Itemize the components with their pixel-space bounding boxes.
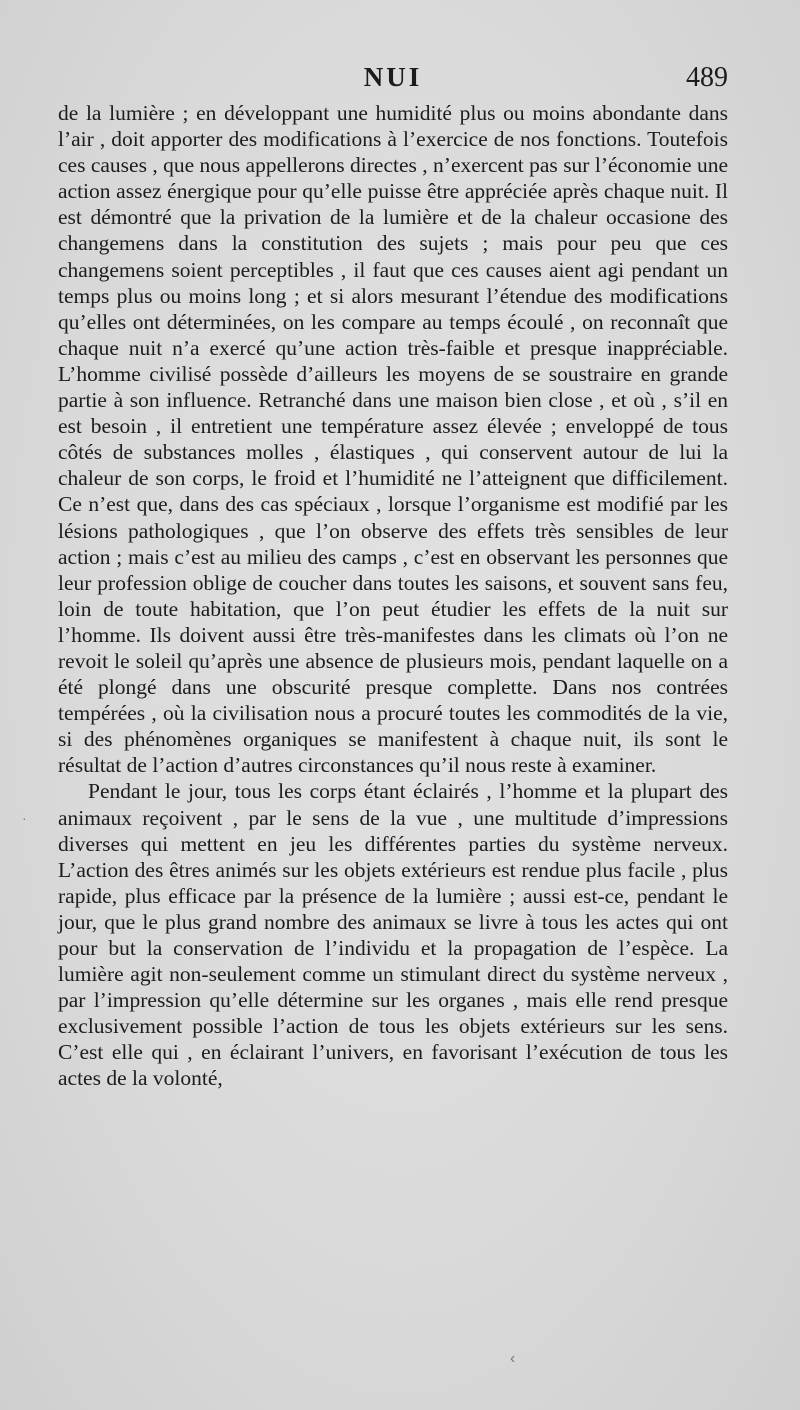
- page-number: 489: [686, 62, 728, 93]
- body-text: [58, 100, 728, 1092]
- paper-speck: ‹: [510, 1350, 516, 1367]
- page-header: [58, 62, 728, 98]
- paragraph-1: de la lumière ; en développant une humidité plus ou moins abondante dans l’air , doit apporter des modifications à l’exercice de nos fonctions. Toutefois ces causes , que nous appellerons directes , n’exercent pas sur l’économie une action assez énergique pour qu’elle puisse être appréciée après chaque nuit. Il est démontré que la privation de la lumière et de la chaleur occasione des changemens dans la constitution des sujets ; mais pour peu que ces changemens soient perceptibles , il faut que ces causes aient agi pendant un temps plus ou moins long ; et si alors mesurant l’étendue des modifications qu’elles ont déterminées, on les compare au temps écoulé , on reconnaît que chaque nuit n’a exercé qu’une action très-faible et presque inappréciable. L’homme civilisé possède d’ailleurs les moyens de se soustraire en grande partie à son influence. Retranché dans une maison bien close , et où , s’il en est besoin , il entretient une température assez élevée ; enveloppé de tous côtés de substances molles , élastiques , qui conservent autour de lui la chaleur de son corps, le froid et l’humidité ne l’atteignent que difficilement. Ce n’est que, dans des cas spéciaux , lorsque l’organisme est modifié par les lésions pathologiques , que l’on observe des effets très sensibles de leur action ; mais c’est au milieu des camps , c’est en observant les personnes que leur profession oblige de coucher dans toutes les saisons, et souvent sans feu, loin de toute habitation, que l’on peut étudier les effets de la nuit sur l’homme. Ils doivent aussi être très-manifestes dans les climats où l’on ne revoit le soleil qu’après une absence de plusieurs mois, pendant laquelle on a été plongé dans une obscurité presque complette. Dans nos contrées tempérées , où la civilisation nous a procuré toutes les commodités de la vie, si des phénomènes organiques se manifestent à chaque nuit, ils sont le résultat de l’action d’autres circonstances qu’il nous reste à examiner.: [58, 101, 728, 778]
- running-head: NUI: [363, 62, 423, 92]
- paragraph-2: Pendant le jour, tous les corps étant éclairés , l’homme et la plupart des animaux reçoivent , par le sens de la vue , une multitude d’impressions diverses qui mettent en jeu les différentes parties du système nerveux. L’action des êtres animés sur les objets extérieurs est rendue plus facile , plus rapide, plus efficace par la présence de la lumière ; aussi est-ce, pendant le jour, que le plus grand nombre des animaux se livre à tous les actes qui ont pour but la conservation de l’individu et la propagation de l’espèce. La lumière agit non-seulement comme un stimulant direct du système nerveux , par l’impression qu’elle détermine sur les organes , mais elle rend presque exclusivement possible l’action de tous les objets extérieurs sur les sens. C’est elle qui , en éclairant l’univers, en favorisant l’exécution de tous les actes de la volonté,: [58, 779, 728, 1091]
- margin-speck: ·: [22, 810, 27, 826]
